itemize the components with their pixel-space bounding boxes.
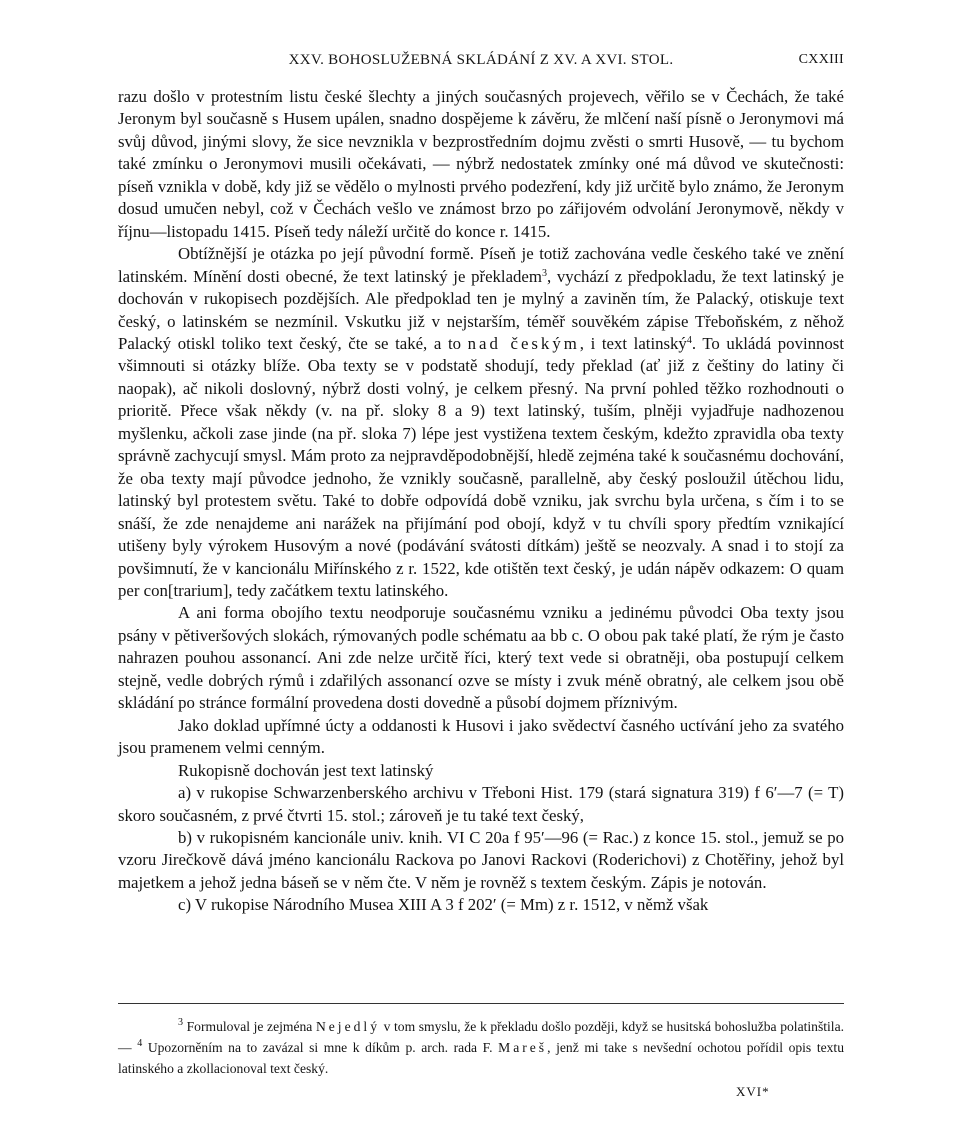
paragraph-3: A ani forma obojího textu neodporuje současnému vzniku a jedinému původci Oba texty jsou psány v pětiveršových slokách, rýmovaných podle schématu aa bb c. O obou pak také platí, že rým je často nahrazen pouhou assonancí. Ani zde nelze určitě říci, který text vede si obratněji, oba postupují celkem stejně, vedle dobrých rýmů i zdařilých assonancí ozve se místy i zvuk méně obratný, ale celkem jsou obě skládání po stránce formální provedena dosti dovedně a působí dojmem příznivým. bbox=[118, 603, 844, 713]
paragraph-2-text-b: , vychází z předpokladu, že text latinský je dochován v rukopisech pozdějších. Ale předpoklad ten je mylný a zaviněn tím, že Palacký, otiskuje text český, o latinském se nezmínil. Vskutku již v nejstarším, téměř souvěkém zápise Třeboňském, z něhož Palacký otiskl toliko text český, čte se také, a to bbox=[118, 266, 844, 353]
paragraph-4: Jako doklad upřímné úcty a oddanosti k Husovi i jako svědectví časného uctívání jeho za svatého jsou pramenem velmi cenným. bbox=[118, 715, 844, 758]
footnote-ref-4: 4 bbox=[686, 334, 692, 346]
paragraph-2-text-c: , i text latinský bbox=[579, 333, 687, 353]
spaced-emphasis: nad českým bbox=[467, 333, 580, 353]
footnotes bbox=[118, 1016, 844, 1079]
list-item-c: c) V rukopise Národního Musea XIII A 3 f 202′ (= Mm) z r. 1512, v němž však bbox=[178, 895, 709, 915]
footnote-4-text-b: , jenž mi take s nevšední ochotou pořídil opis textu latinského a zkollacionoval text český. bbox=[118, 1040, 845, 1076]
footnote-3-text-b: v tom smyslu, že k překladu došlo později, když se husitská bohoslužba polatinštila. — bbox=[118, 1019, 845, 1055]
list-item-b: b) v rukopisném kancionále univ. knih. VI C 20a f 95′—96 (= Rac.) z konce 15. stol., jemuž se po vzoru Jirečkově dává jméno kancionálu Rackova po Janovi Rackovi (Roderichovi) z Chotěřiny, jehož byl majetkem a jehož jedna báseň se v něm čte. V něm je rovněž s textem českým. Zápis je notován. bbox=[118, 827, 844, 892]
printer-signature: XVI* bbox=[736, 1084, 770, 1099]
footnote-mark-3: 3 bbox=[178, 1017, 183, 1028]
paragraph-2-text-d: . To ukládá povinnost všimnouti si otázky blíže. Oba texty se v podstatě shodují, tedy překlad (ať již z češtiny do latiny či naopak), ač nikoli doslovný, nýbrž dosti volný, je celkem přesný. Na první pohled těžko rozhodnouti o prioritě. Přece však někdy (v. na př. sloky 8 a 9) text latinský, tuším, plněji vyjadřuje nadhozenou myšlenku, ačkoli zase jinde (na př. sloka 7) lépe jest vystižena textem českým, kdežto zpravidla oba texty správně zachycují smysl. Mám proto za nejpravděpodobnější, hledě zejména také k současnému dochování, že oba texty mají původce jednoho, že vznikly současně, parallelně, aby český posloužil útěchou lidu, latinský byl protestem světu. Také to dobře odpovídá době vzniku, jak svrchu byla určena, s čím i to se snáší, že zde nenajdeme ani narážek na přijímání pod obojí, když v tu chvíli spory předtím vznikající utišeny byly výrokem Husovým a nové (podávání svátosti dítkám) ještě se neozvaly. A snad i to stojí za povšimnutí, že v kancionálu Miřínského z r. 1522, kde otištěn text český, je udán nápěv odkazem: O quam per con[trarium], tedy začátkem textu latinského. bbox=[118, 333, 844, 600]
footnote-divider bbox=[118, 1003, 844, 1004]
running-title: XXV. BOHOSLUŽEBNÁ SKLÁDÁNÍ Z XV. A XVI. STOL. bbox=[288, 52, 674, 68]
footnote-ref-3: 3 bbox=[541, 267, 547, 279]
list-item-a: a) v rukopise Schwarzenberského archivu v Třeboni Hist. 179 (stará signatura 319) f 6′—7 (= T) skoro současném, z prvé čtvrti 15. stol.; zároveň je tu také text český, bbox=[118, 783, 844, 825]
footnote-3-author: Nejedlý bbox=[315, 1019, 380, 1034]
paragraph-1 bbox=[118, 86, 844, 243]
footnote-4-author: Mareš bbox=[498, 1040, 548, 1055]
footnote-3-text-a: Formuloval je zejména bbox=[186, 1019, 313, 1034]
paragraph-2-text-a: Obtížnější je otázka po její původní formě. Píseň je totiž zachována vedle českého také ve znění latinském. Mínění dosti obecné, že text latinský je překladem bbox=[118, 244, 844, 286]
paragraph-1-text: razu došlo v protestním listu české šlechty a jiných současných projevech, věřilo se v Čechách, že také Jeronym byl současně s Husem upálen, snadno dospějeme k závěru, že mlčení naší písně o Jeronymovi má svůj důvod, jinými slovy, že sice nevznikla v bezprostředním dojmu zvěsti o smrti Husově, — tu bychom také zmínku o Jeronymovi musili očekávati, — nýbrž nedostatek zmínky oné má důvod ve skutečnosti: píseň vznikla v době, kdy již se vědělo o mylnosti prvého podezření, kdy již určitě bylo známo, že Jeronym dosud umučen nebyl, což v Čechách vešlo ve známost brzo po zářijovém odvolání Jeronymově, někdy v říjnu—listopadu 1415. Píseň tedy náleží určitě do konce r. 1415. bbox=[118, 87, 844, 241]
page-number: CXXIII bbox=[798, 52, 844, 67]
footnote-mark-4: 4 bbox=[137, 1038, 143, 1049]
footnote-block bbox=[118, 1016, 844, 1079]
body-text bbox=[118, 86, 844, 917]
paragraph-2 bbox=[118, 243, 844, 602]
running-header bbox=[118, 52, 844, 76]
paragraph-5: Rukopisně dochován jest text latinský bbox=[178, 760, 434, 780]
footnote-4-text-a: Upozorněním na to zavázal si mne k díkům p. arch. rada F. bbox=[147, 1040, 493, 1055]
